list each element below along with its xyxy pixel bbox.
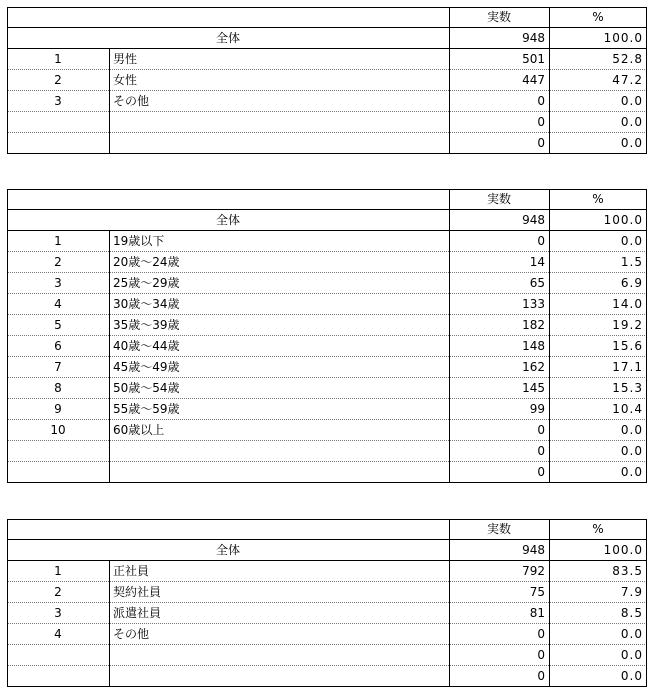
table-row — [7, 91, 647, 112]
row-percent: 15.3 — [612, 381, 643, 395]
count-column-header: 実数 — [486, 192, 511, 206]
row-number: 1 — [54, 234, 62, 248]
total-count: 948 — [522, 543, 545, 557]
row-label — [109, 441, 449, 461]
row-number: 3 — [54, 606, 62, 620]
table-row — [7, 315, 647, 336]
table-row — [7, 603, 647, 624]
row-label — [109, 666, 449, 686]
total-percent: 100.0 — [603, 213, 643, 227]
column-divider — [549, 519, 550, 687]
table-row — [7, 666, 647, 687]
row-number: 4 — [54, 627, 62, 641]
row-label: 30歳～34歳 — [113, 297, 180, 311]
row-number: 2 — [54, 255, 62, 269]
row-number: 1 — [54, 52, 62, 66]
row-label: 契約社員 — [113, 585, 162, 599]
row-count: 0 — [537, 234, 545, 248]
row-label: 20歳～24歳 — [113, 255, 180, 269]
row-label — [109, 133, 449, 153]
count-column-header: 実数 — [486, 522, 511, 536]
row-percent: 47.2 — [612, 73, 643, 87]
total-count: 948 — [522, 31, 545, 45]
row-percent: 52.8 — [612, 52, 643, 66]
row-count: 0 — [537, 115, 545, 129]
total-row — [7, 540, 647, 561]
total-row — [7, 210, 647, 231]
row-count: 75 — [529, 585, 545, 599]
row-number — [7, 666, 109, 686]
row-count: 0 — [537, 648, 545, 662]
column-divider — [109, 49, 110, 154]
column-divider — [109, 561, 110, 687]
row-percent: 1.5 — [620, 255, 643, 269]
total-label: 全体 — [215, 543, 240, 557]
row-percent: 0.0 — [620, 423, 643, 437]
row-percent: 83.5 — [612, 564, 643, 578]
row-number: 8 — [54, 381, 62, 395]
row-label — [109, 112, 449, 132]
row-number: 3 — [54, 276, 62, 290]
row-label: 派遣社員 — [113, 606, 162, 620]
row-number: 7 — [54, 360, 62, 374]
row-number — [7, 441, 109, 461]
row-label: 40歳～44歳 — [113, 339, 180, 353]
row-number: 2 — [54, 73, 62, 87]
row-count: 0 — [537, 94, 545, 108]
row-percent: 0.0 — [620, 234, 643, 248]
table-row — [7, 273, 647, 294]
table-header-row — [7, 189, 647, 210]
row-label: 女性 — [113, 73, 138, 87]
table-row — [7, 357, 647, 378]
row-number — [7, 645, 109, 665]
row-count: 0 — [537, 444, 545, 458]
row-percent: 0.0 — [620, 627, 643, 641]
row-percent: 0.0 — [620, 115, 643, 129]
table-row — [7, 624, 647, 645]
table-row — [7, 582, 647, 603]
row-count: 162 — [522, 360, 545, 374]
row-count: 182 — [522, 318, 545, 332]
table-row — [7, 441, 647, 462]
crosstab-table-3 — [7, 519, 647, 687]
total-row — [7, 28, 647, 49]
row-count: 14 — [529, 255, 545, 269]
column-divider — [109, 231, 110, 483]
row-label: 正社員 — [113, 564, 150, 578]
row-number: 9 — [54, 402, 62, 416]
row-label: 19歳以下 — [113, 234, 165, 248]
crosstab-table-2 — [7, 189, 647, 483]
row-count: 99 — [529, 402, 545, 416]
row-count: 0 — [537, 423, 545, 437]
table-row — [7, 133, 647, 154]
row-number: 5 — [54, 318, 62, 332]
table-row — [7, 336, 647, 357]
table-row — [7, 462, 647, 483]
table-row — [7, 231, 647, 252]
table-row — [7, 645, 647, 666]
row-label: その他 — [113, 627, 150, 641]
column-divider — [549, 7, 550, 154]
total-percent: 100.0 — [603, 31, 643, 45]
total-label: 全体 — [215, 31, 240, 45]
row-count: 792 — [522, 564, 545, 578]
total-percent: 100.0 — [603, 543, 643, 557]
row-number — [7, 462, 109, 482]
column-divider — [549, 189, 550, 483]
row-label: 25歳～29歳 — [113, 276, 180, 290]
row-number: 10 — [50, 423, 66, 437]
row-number: 1 — [54, 564, 62, 578]
table-row — [7, 420, 647, 441]
total-count: 948 — [522, 213, 545, 227]
row-number: 2 — [54, 585, 62, 599]
row-count: 133 — [522, 297, 545, 311]
row-number: 6 — [54, 339, 62, 353]
table-header-row — [7, 7, 647, 28]
row-label — [109, 462, 449, 482]
table-row — [7, 399, 647, 420]
row-number: 4 — [54, 297, 62, 311]
row-label: 男性 — [113, 52, 138, 66]
column-divider — [449, 189, 450, 483]
row-percent: 10.4 — [612, 402, 643, 416]
row-label: 45歳～49歳 — [113, 360, 180, 374]
table-header-row — [7, 519, 647, 540]
table-row — [7, 252, 647, 273]
row-count: 0 — [537, 669, 545, 683]
row-number: 3 — [54, 94, 62, 108]
row-percent: 0.0 — [620, 465, 643, 479]
table-row — [7, 561, 647, 582]
row-label: 50歳～54歳 — [113, 381, 180, 395]
row-count: 81 — [529, 606, 545, 620]
row-count: 447 — [522, 73, 545, 87]
row-percent: 0.0 — [620, 648, 643, 662]
row-label: 60歳以上 — [113, 423, 165, 437]
row-count: 145 — [522, 381, 545, 395]
row-count: 0 — [537, 136, 545, 150]
row-count: 501 — [522, 52, 545, 66]
row-number — [7, 112, 109, 132]
row-number — [7, 133, 109, 153]
percent-column-header: % — [592, 522, 604, 536]
row-count: 65 — [529, 276, 545, 290]
table-row — [7, 294, 647, 315]
row-percent: 7.9 — [620, 585, 643, 599]
row-label: 55歳～59歳 — [113, 402, 180, 416]
count-column-header: 実数 — [486, 10, 511, 24]
table-row — [7, 49, 647, 70]
row-percent: 6.9 — [620, 276, 643, 290]
row-percent: 19.2 — [612, 318, 643, 332]
table-row — [7, 112, 647, 133]
row-percent: 0.0 — [620, 94, 643, 108]
percent-column-header: % — [592, 10, 604, 24]
row-percent: 0.0 — [620, 136, 643, 150]
row-count: 0 — [537, 465, 545, 479]
row-label — [109, 645, 449, 665]
total-label: 全体 — [215, 213, 240, 227]
percent-column-header: % — [592, 192, 604, 206]
table-row — [7, 378, 647, 399]
row-label: その他 — [113, 94, 150, 108]
row-count: 148 — [522, 339, 545, 353]
row-label: 35歳～39歳 — [113, 318, 180, 332]
row-percent: 14.0 — [612, 297, 643, 311]
row-percent: 0.0 — [620, 669, 643, 683]
row-percent: 0.0 — [620, 444, 643, 458]
column-divider — [449, 7, 450, 154]
row-percent: 8.5 — [620, 606, 643, 620]
row-percent: 15.6 — [612, 339, 643, 353]
row-count: 0 — [537, 627, 545, 641]
table-row — [7, 70, 647, 91]
crosstab-table-1 — [7, 7, 647, 154]
column-divider — [449, 519, 450, 687]
row-percent: 17.1 — [612, 360, 643, 374]
